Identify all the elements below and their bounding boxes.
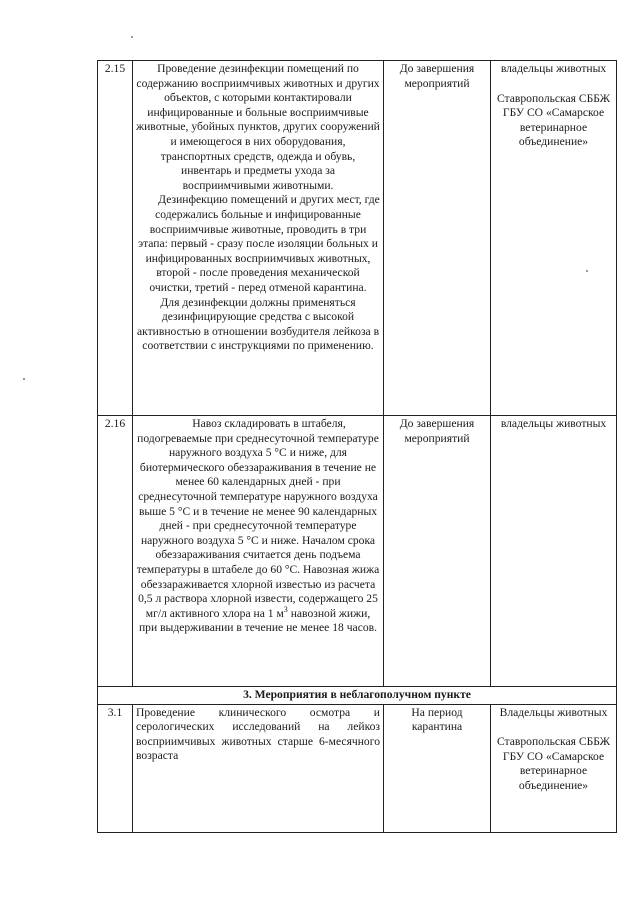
table-row [98, 416, 617, 687]
measure-description: Проведение клинического осмотра и серологических исследований на лейкоз восприимчивых животных старше 6-месячного возраста [133, 704, 384, 832]
measure-paragraph: Для дезинфекции должны применяться дезинфицирующие средства с высокой активностью в отношении возбудителя лейкоза в соответствии с инструкциями по применению. [136, 295, 380, 353]
measure-text: Навоз складировать в штабеля, подогреваемые при среднесуточной температуре наружного воздуха 5 °С и ниже, для биотермического обеззараживания в течение не менее 60 календарных дней - при среднесуточной температуре наружного воздуха выше 5 °С и в течение не менее 90 календарных дней - при среднесуточной температуре наружного воздуха 5 °С и ниже. Началом срока обеззараживания считается день подъема температуры в штабеле до 60 °С. Навозная жижа обеззараживается хлорной известью из расчета 0,5 л раствора хлорной извести, содержащего 25 мг/л активного хлора на 1 м [136, 417, 380, 620]
measure-term: До завершения мероприятий [384, 61, 491, 416]
measure-responsible [491, 61, 617, 416]
section-header-row [98, 687, 617, 705]
scan-speck [131, 36, 133, 38]
responsible-organization: Ставропольская СББЖ ГБУ СО «Самарское ветеринарное объединение» [496, 735, 611, 792]
measure-description [133, 61, 384, 416]
measure-description [133, 416, 384, 687]
responsible-organization: Ставропольская СББЖ ГБУ СО «Самарское ветеринарное объединение» [496, 91, 611, 149]
responsible-owners: владельцы животных [500, 62, 607, 75]
measure-responsible [491, 416, 617, 687]
superscript: 3 [283, 604, 288, 614]
table-row [98, 704, 617, 832]
table-row [98, 61, 617, 416]
section-title: 3. Мероприятия в неблагополучном пункте [98, 687, 617, 705]
scan-speck [23, 378, 25, 380]
row-number: 3.1 [98, 704, 133, 832]
row-number: 2.16 [98, 416, 133, 687]
measure-paragraph: Проведение дезинфекции помещений по содержанию восприимчивых животных и других объектов, с которыми контактировали инфицированные и больные восприимчивые животные, убойных пунктов, других сооружений и имеющегося в них оборудования, транспортных средств, одежда и обувь, инвентарь и предметы ухода за восприимчивыми животными. [136, 62, 380, 192]
measure-paragraph: Дезинфекцию помещений и других мест, где содержались больные и инфицированные восприимчивые животные, проводить в три этапа: первый - сразу после изоляции больных и инфицированных восприимчивых животных, второй - после проведения механической очистки, третий - перед отменой карантина. [138, 193, 380, 294]
row-number: 2.15 [98, 61, 133, 416]
responsible-owners: Владельцы животных [499, 705, 608, 719]
measure-term: До завершения мероприятий [384, 416, 491, 687]
measure-text: навозной жижи, при выдерживании в течение не менее 18 часов. [138, 606, 378, 635]
responsible-owners: владельцы животных [500, 417, 607, 430]
measure-term: На период карантина [384, 704, 491, 832]
measures-table [97, 60, 617, 833]
measure-paragraph [136, 417, 380, 636]
measure-responsible [491, 704, 617, 832]
